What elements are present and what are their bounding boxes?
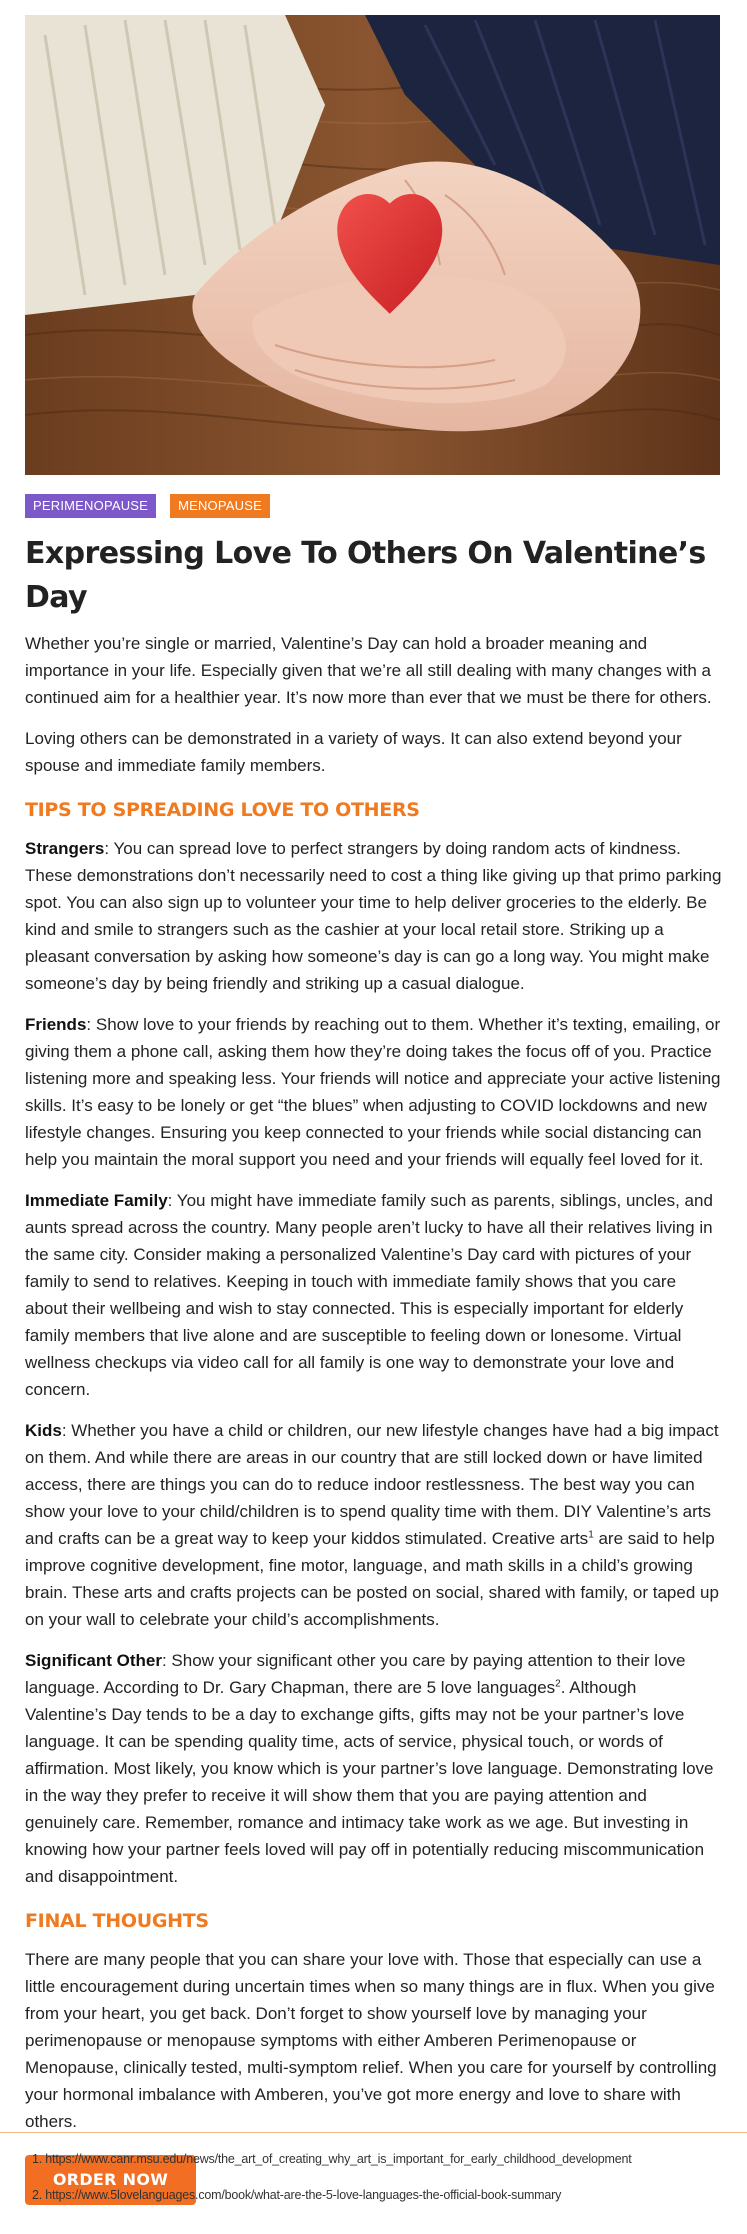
tip-significant-other bbox=[25, 1647, 722, 1890]
footnotes bbox=[32, 2150, 732, 2222]
tip-text: . Although Valentine’s Day tends to be a day to exchange gifts, gifts may not be your partner’s love language. It can be spending quality time, acts of service, physical touch, or words of affirmation. Most likely, you know which is your partner’s love language. Demonstrating love in the way they prefer to receive it will show them that you are paying attention and genuinely care. Remember, romance and intimacy take work as we age. But investing in knowing how your partner feels loved will pay off in potentially reducing miscommunication and disappointment. bbox=[25, 1678, 714, 1886]
article-title: Expressing Love To Others On Valentine’s Day bbox=[25, 536, 706, 615]
category-tags bbox=[25, 494, 270, 518]
tips-heading: TIPS TO SPREADING LOVE TO OTHERS bbox=[25, 799, 420, 821]
tag-menopause[interactable]: MENOPAUSE bbox=[170, 494, 270, 518]
article-body bbox=[25, 532, 722, 2205]
tip-text: : You might have immediate family such as parents, siblings, uncles, and aunts spread across the country. Many people aren’t lucky to have all their relatives living in the same city. Consider making a personalized Valentine’s Day card with pictures of your family to send to relatives. Keeping in touch with immediate family shows that you care about their wellbeing and wish to stay connected. This is especially important for elderly family members that live alone and are susceptible to feeling down or lonesome. Virtual wellness checkups via video call for all family is one way to demonstrate your love and concern. bbox=[25, 1191, 713, 1399]
intro-paragraph: Whether you’re single or married, Valentine’s Day can hold a broader meaning and importance in your life. Especially given that we’re all still dealing with many changes with a continued aim for a healthier year. It’s now more than ever that we must be there for others. bbox=[25, 634, 712, 707]
tip-strangers bbox=[25, 835, 722, 997]
intro-paragraph: Loving others can be demonstrated in a variety of ways. It can also extend beyond your spouse and immediate family members. bbox=[25, 729, 682, 775]
order-now-button[interactable]: ORDER NOW bbox=[25, 2155, 196, 2205]
hero-image bbox=[25, 15, 720, 475]
tip-label: Friends bbox=[25, 1015, 87, 1034]
tip-text: are said to help improve cognitive development, fine motor, language, and math skills in a child’s growing brain. These arts and crafts projects can be posted on social, shared with family, or taped up on your wall to celebrate your child’s accomplishments. bbox=[25, 1529, 719, 1629]
tip-text: : You can spread love to perfect strangers by doing random acts of kindness. These demonstrations don’t necessarily need to cost a thing like giving up that primo parking spot. You can also sign up to volunteer your time to help deliver groceries to the elderly. Be kind and smile to strangers such as the cashier at your local retail store. Striking up a pleasant conversation by asking how someone’s day is can go a long way. You might make someone’s day by being friendly and striking up a casual dialogue. bbox=[25, 839, 722, 993]
footnote-ref-2[interactable]: 2 bbox=[555, 1678, 561, 1690]
tip-friends bbox=[25, 1011, 722, 1173]
final-thoughts-paragraph: There are many people that you can share your love with. Those that especially can use a little encouragement during uncertain times when so many things are in flux. When you give from your heart, you get back. Don’t forget to show yourself love by managing your perimenopause or menopause symptoms with either Amberen Perimenopause or Menopause, clinically tested, multi-symptom relief. When you care for yourself by controlling your hormonal imbalance with Amberen, you’ve got more energy and love to share with others. bbox=[25, 1950, 717, 2131]
tip-label: Kids bbox=[25, 1421, 62, 1440]
footnote-ref-1[interactable]: 1 bbox=[588, 1529, 594, 1541]
footnotes-divider bbox=[0, 2132, 747, 2133]
tip-label: Significant Other bbox=[25, 1651, 162, 1670]
final-thoughts-heading: FINAL THOUGHTS bbox=[25, 1910, 209, 1932]
tip-text: : Whether you have a child or children, our new lifestyle changes have had a big impact on them. And while there are areas in our country that are still locked down or have limited access, there are things you can do to reduce indoor restlessness. The best way you can show your love to your child/children is to spend quality time with them. DIY Valentine’s arts and crafts can be a great way to keep your kiddos stimulated. Creative arts bbox=[25, 1421, 719, 1548]
tip-kids bbox=[25, 1417, 722, 1633]
footnote-link-2[interactable]: 2. https://www.5lovelanguages.com/book/what-are-the-5-love-languages-the-official-book-summary bbox=[32, 2188, 562, 2202]
tip-label: Strangers bbox=[25, 839, 105, 858]
tip-text: : Show love to your friends by reaching out to them. Whether it’s texting, emailing, or giving them a phone call, asking them how they’re doing takes the focus off of you. Practice listening more and speaking less. Your friends will notice and appreciate your active listening skills. It’s easy to be lonely or get “the blues” when adjusting to COVID lockdowns and new lifestyle changes. Ensuring you keep connected to your friends while social distancing can help you maintain the moral support you need and your friends will equally feel loved for it. bbox=[25, 1015, 721, 1169]
tip-immediate-family bbox=[25, 1187, 722, 1403]
tip-text: : Show your significant other you care by paying attention to their love language. According to Dr. Gary Chapman, there are 5 love languages bbox=[25, 1651, 686, 1697]
tag-perimenopause[interactable]: PERIMENOPAUSE bbox=[25, 494, 156, 518]
tip-label: Immediate Family bbox=[25, 1191, 168, 1210]
hands-heart-illustration bbox=[25, 15, 720, 475]
footnote-link-1[interactable]: 1. https://www.canr.msu.edu/news/the_art_of_creating_why_art_is_important_for_early_childhood_development bbox=[32, 2152, 632, 2166]
